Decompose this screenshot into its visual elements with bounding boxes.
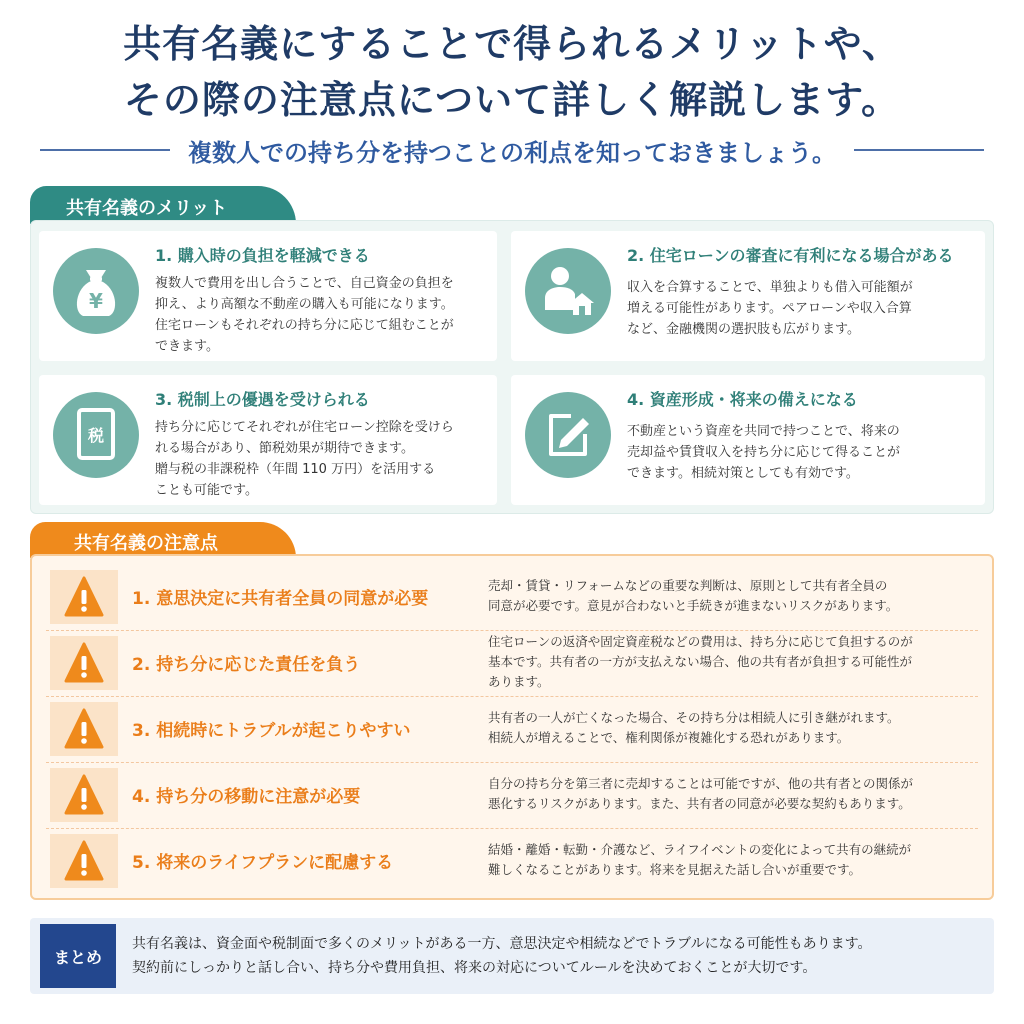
caution-body-line: 住宅ローンの返済や固定資産税などの費用は、持ち分に応じて負担するのが bbox=[488, 634, 913, 649]
merit-body-line: できます。 bbox=[155, 339, 219, 354]
caution-body-line: 悪化するリスクがあります。また、共有者の同意が必要な契約もあります。 bbox=[488, 796, 911, 811]
summary-line: 共有名義は、資金面や税制面で多くのメリットがある一方、意思決定や相続などでトラブルになる可能性もあります。 bbox=[132, 936, 872, 952]
warning-icon bbox=[50, 636, 118, 690]
merit-heading-1: 1. 購入時の負担を軽減できる bbox=[155, 246, 370, 265]
caution-body-line: 結婚・離婚・転勤・介護など、ライフイベントの変化によって共有の継続が bbox=[488, 842, 912, 857]
merit-card-3 bbox=[39, 375, 497, 505]
subtitle-divider-left bbox=[40, 149, 170, 151]
tax-symbol: 税 bbox=[87, 426, 105, 445]
summary-text bbox=[132, 932, 871, 980]
caution-body-line: 相続人が増えることで、権利関係が複雑化する恐れがあります。 bbox=[488, 730, 850, 745]
money-bag-yen-icon bbox=[53, 248, 139, 334]
merit-body-line: ことも可能です。 bbox=[155, 483, 258, 498]
caution-body-3 bbox=[488, 708, 988, 748]
merit-body-line: 複数人で費用を出し合うことで、自己資金の負担を bbox=[155, 276, 454, 291]
caution-body-2 bbox=[488, 632, 988, 692]
caution-heading-5: 5. 将来のライフプランに配慮する bbox=[132, 853, 394, 873]
merit-heading-2: 2. 住宅ローンの審査に有利になる場合がある bbox=[627, 246, 954, 265]
merit-section-tab: 共有名義のメリット bbox=[30, 186, 296, 224]
merit-card-1 bbox=[39, 231, 497, 361]
caution-row-3 bbox=[46, 696, 978, 762]
page-title bbox=[0, 16, 1024, 128]
caution-body-line: 共有者の一人が亡くなった場合、その持ち分は相続人に引き継がれます。 bbox=[488, 710, 900, 725]
merit-heading-4: 4. 資産形成・将来の備えになる bbox=[627, 390, 858, 409]
warning-icon bbox=[50, 570, 118, 624]
caution-row-1 bbox=[46, 564, 978, 630]
caution-row-5 bbox=[46, 828, 978, 894]
caution-body-line: 基本です。共有者の一方が支払えない場合、他の共有者が負担する可能性が bbox=[488, 654, 913, 669]
merit-body-line: 抑え、より高額な不動産の購入も可能になります。 bbox=[155, 297, 454, 312]
merit-heading-3: 3. 税制上の優遇を受けられる bbox=[155, 390, 370, 409]
summary-label: まとめ bbox=[40, 924, 116, 988]
merit-card-4 bbox=[511, 375, 985, 505]
merit-body-2 bbox=[627, 277, 913, 340]
caution-body-5 bbox=[488, 840, 988, 880]
merit-card-2 bbox=[511, 231, 985, 361]
subtitle-divider-right bbox=[854, 149, 984, 151]
caution-body-line: 売却・賃貸・リフォームなどの重要な判断は、原則として共有者全員の bbox=[488, 578, 888, 593]
merit-body-1 bbox=[155, 273, 454, 357]
title-line-2: その際の注意点について詳しく解説します。 bbox=[123, 77, 901, 122]
subtitle-row bbox=[40, 132, 984, 168]
caution-body-line: 難しくなることがあります。将来を見据えた話し合いが重要です。 bbox=[488, 862, 862, 877]
caution-heading-3: 3. 相続時にトラブルが起こりやすい bbox=[132, 721, 411, 741]
caution-section-tab: 共有名義の注意点 bbox=[30, 522, 296, 558]
merit-body-line: など、金融機関の選択肢も広がります。 bbox=[627, 322, 860, 337]
merit-section bbox=[30, 220, 994, 514]
caution-heading-2: 2. 持ち分に応じた責任を負う bbox=[132, 655, 361, 675]
warning-icon bbox=[50, 768, 118, 822]
caution-body-line: 同意が必要です。意見が合わないと手続きが進まないリスクがあります。 bbox=[488, 598, 899, 613]
merit-body-line: 収入を合算することで、単独よりも借入可能額が bbox=[627, 280, 913, 295]
title-line-1: 共有名義にすることで得られるメリットや、 bbox=[123, 21, 901, 66]
document-pen-icon bbox=[525, 392, 611, 478]
warning-icon bbox=[50, 702, 118, 756]
merit-body-4 bbox=[627, 421, 900, 484]
caution-body-line: 自分の持ち分を第三者に売却することは可能ですが、他の共有者との関係が bbox=[488, 776, 914, 791]
merit-body-line: れる場合があり、節税効果が期待できます。 bbox=[155, 441, 414, 456]
caution-row-4 bbox=[46, 762, 978, 828]
tax-document-icon bbox=[53, 392, 139, 478]
person-house-icon bbox=[525, 248, 611, 334]
caution-heading-4: 4. 持ち分の移動に注意が必要 bbox=[132, 787, 361, 807]
subtitle: 複数人での持ち分を持つことの利点を知っておきましょう。 bbox=[188, 138, 836, 167]
merit-body-line: 住宅ローンもそれぞれの持ち分に応じて組むことが bbox=[155, 318, 454, 333]
merit-body-line: 不動産という資産を共同で持つことで、将来の bbox=[627, 424, 900, 439]
merit-body-line: できます。相続対策としても有効です。 bbox=[627, 466, 859, 481]
summary-line: 契約前にしっかりと話し合い、持ち分や費用負担、将来の対応についてルールを決めておくことが大切です。 bbox=[132, 960, 817, 976]
caution-row-2 bbox=[46, 630, 978, 696]
merit-body-line: 増える可能性があります。ペアローンや収入合算 bbox=[627, 301, 912, 316]
merit-body-line: 贈与税の非課税枠（年間 110 万円）を活用する bbox=[155, 462, 436, 477]
yen-symbol: ¥ bbox=[89, 289, 103, 313]
caution-body-1 bbox=[488, 576, 988, 616]
caution-body-4 bbox=[488, 774, 988, 814]
merit-body-line: 売却益や賃貸収入を持ち分に応じて得ることが bbox=[627, 445, 901, 460]
warning-icon bbox=[50, 834, 118, 888]
merit-body-3 bbox=[155, 417, 454, 501]
summary-box bbox=[30, 918, 994, 994]
caution-section bbox=[30, 554, 994, 900]
caution-body-line: あります。 bbox=[488, 674, 550, 689]
caution-heading-1: 1. 意思決定に共有者全員の同意が必要 bbox=[132, 589, 429, 609]
merit-body-line: 持ち分に応じてそれぞれが住宅ローン控除を受けら bbox=[155, 420, 454, 435]
